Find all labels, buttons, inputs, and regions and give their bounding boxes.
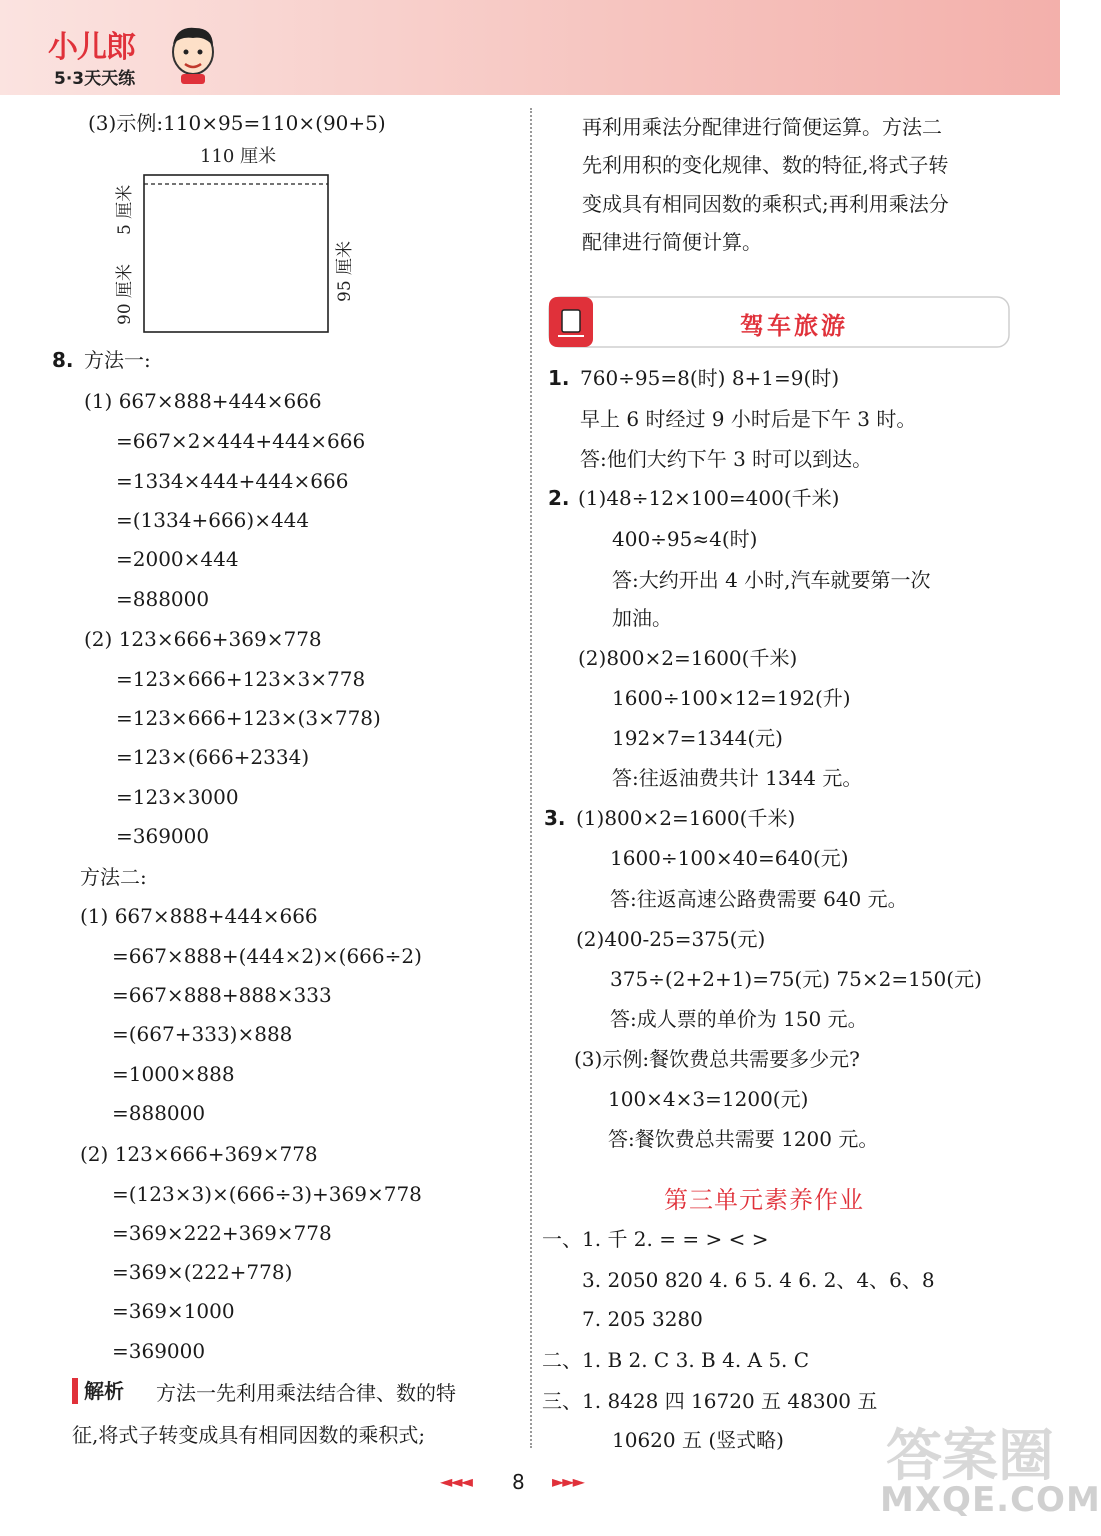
m1-line-3: =1334×444+444×666	[116, 469, 349, 493]
diagram-top-label: 110 厘米	[200, 146, 277, 167]
left-line-example: (3)示例:110×95=110×(90+5)	[88, 111, 386, 135]
m2-line-1: (1) 667×888+444×666	[80, 904, 318, 928]
m2-line-4: =(667+333)×888	[112, 1022, 293, 1046]
q1-line-2: 早上 6 时经过 9 小时后是下午 3 时。	[580, 407, 917, 431]
q2-line-8: 答:往返油费共计 1344 元。	[612, 766, 863, 790]
q3-line-7: (3)示例:餐饮费总共需要多少元?	[574, 1047, 860, 1071]
brand-logo	[22, 10, 202, 88]
part-three-line-2: 10620 五 (竖式略)	[612, 1428, 784, 1452]
method-one-title: 方法一:	[84, 348, 151, 372]
part-one-line-2: 3. 2050 820 4. 6 5. 4 6. 2、4、6、8	[582, 1268, 935, 1292]
q3-number: 3.	[544, 806, 566, 830]
diagram-left-lower-label: 90 厘米	[115, 263, 135, 325]
m2-line-8: =(123×3)×(666÷3)+369×778	[112, 1182, 422, 1206]
analysis-tag: 解析	[72, 1378, 124, 1404]
m2-line-3: =667×888+888×333	[112, 983, 332, 1007]
q2-line-3: 答:大约开出 4 小时,汽车就要第一次	[612, 568, 931, 592]
q2-line-5: (2)800×2=1600(千米)	[578, 646, 798, 670]
m1-line-12: =369000	[116, 824, 210, 848]
m1-line-2: =667×2×444+444×666	[116, 429, 366, 453]
q2-line-1: (1)48÷12×100=400(千米)	[578, 486, 840, 510]
q2-line-6: 1600÷100×12=192(升)	[612, 686, 851, 710]
m2-line-5: =1000×888	[112, 1062, 235, 1086]
part-one-line-1: 1. 千 2. = = > < >	[582, 1227, 769, 1251]
right-arrows-icon: ►►►	[552, 1472, 583, 1491]
q3-line-5: 375÷(2+2+1)=75(元) 75×2=150(元)	[610, 967, 982, 991]
m1-line-6: =888000	[116, 587, 210, 611]
m1-line-10: =123×(666+2334)	[116, 745, 310, 769]
q3-line-3: 答:往返高速公路费需要 640 元。	[610, 887, 908, 911]
watermark-big-text: 答案圈	[886, 1424, 1054, 1489]
method-two-title: 方法二:	[80, 865, 147, 889]
m2-line-11: =369×1000	[112, 1299, 235, 1323]
m2-line-6: =888000	[112, 1101, 206, 1125]
m1-line-8: =123×666+123×3×778	[116, 667, 366, 691]
m2-line-2: =667×888+(444×2)×(666÷2)	[112, 944, 422, 968]
m1-line-7: (2) 123×666+369×778	[84, 627, 322, 651]
column-divider	[530, 108, 532, 1448]
diagram-left-upper-label: 5 厘米	[115, 184, 135, 235]
watermark-site-text: MXQE.COM	[880, 1480, 1101, 1520]
analysis-line-1: 方法一先利用乘法结合律、数的特	[156, 1381, 456, 1405]
m1-line-4: =(1334+666)×444	[116, 508, 310, 532]
q3-line-2: 1600÷100×40=640(元)	[610, 846, 849, 870]
m2-line-12: =369000	[112, 1339, 206, 1363]
m1-line-9: =123×666+123×(3×778)	[116, 706, 381, 730]
part-one-prefix: 一、	[542, 1227, 582, 1251]
watermark-logo	[880, 1410, 1101, 1530]
page-number: 8	[512, 1470, 525, 1494]
m1-line-11: =123×3000	[116, 785, 239, 809]
q1-number: 1.	[548, 366, 570, 390]
boy-mascot-icon	[167, 22, 219, 86]
q2-line-2: 400÷95≈4(时)	[612, 527, 758, 551]
q3-line-4: (2)400-25=375(元)	[576, 927, 766, 951]
analysis-line-2: 征,将式子转变成具有相同因数的乘积式;	[72, 1423, 426, 1447]
right-line-3: 变成具有相同因数的乘积式;再利用乘法分	[582, 192, 949, 216]
q1-line-3: 答:他们大约下午 3 时可以到达。	[580, 447, 873, 471]
left-arrows-icon: ◄◄◄	[440, 1472, 471, 1491]
part-two-line-1: 1. B 2. C 3. B 4. A 5. C	[582, 1348, 810, 1372]
part-one-line-3: 7. 205 3280	[582, 1307, 703, 1331]
q2-line-4: 加油。	[612, 606, 672, 630]
logo-subtitle: 5·3天天练	[54, 69, 136, 89]
section-header-banner	[548, 296, 1010, 348]
part-three-prefix: 三、	[542, 1389, 582, 1413]
header-band	[0, 0, 1060, 95]
diagram-right-label: 95 厘米	[335, 240, 355, 302]
unit-homework-title: 第三单元素养作业	[664, 1186, 864, 1214]
q2-number: 2.	[548, 486, 570, 510]
logo-title: 小儿郎	[48, 30, 135, 65]
q3-line-6: 答:成人票的单价为 150 元。	[610, 1007, 868, 1031]
q3-line-9: 答:餐饮费总共需要 1200 元。	[608, 1127, 879, 1151]
right-line-1: 再利用乘法分配律进行简便运算。方法二	[582, 115, 942, 139]
right-line-2: 先利用积的变化规律、数的特征,将式子转	[582, 153, 949, 177]
q8-number: 8.	[52, 348, 74, 372]
q2-line-7: 192×7=1344(元)	[612, 726, 783, 750]
q3-line-8: 100×4×3=1200(元)	[608, 1087, 809, 1111]
rectangle-diagram	[110, 140, 370, 340]
m2-line-9: =369×222+369×778	[112, 1221, 332, 1245]
q1-line-1: 760÷95=8(时) 8+1=9(时)	[580, 366, 840, 390]
q3-line-1: (1)800×2=1600(千米)	[576, 806, 796, 830]
right-line-4: 配律进行简便计算。	[582, 230, 762, 254]
part-two-prefix: 二、	[542, 1348, 582, 1372]
part-three-line-1: 1. 8428 四 16720 五 48300 五	[582, 1389, 878, 1413]
m2-line-7: (2) 123×666+369×778	[80, 1142, 318, 1166]
m1-line-5: =2000×444	[116, 547, 239, 571]
m1-line-1: (1) 667×888+444×666	[84, 389, 322, 413]
m2-line-10: =369×(222+778)	[112, 1260, 293, 1284]
section-title: 驾车旅游	[740, 312, 848, 340]
